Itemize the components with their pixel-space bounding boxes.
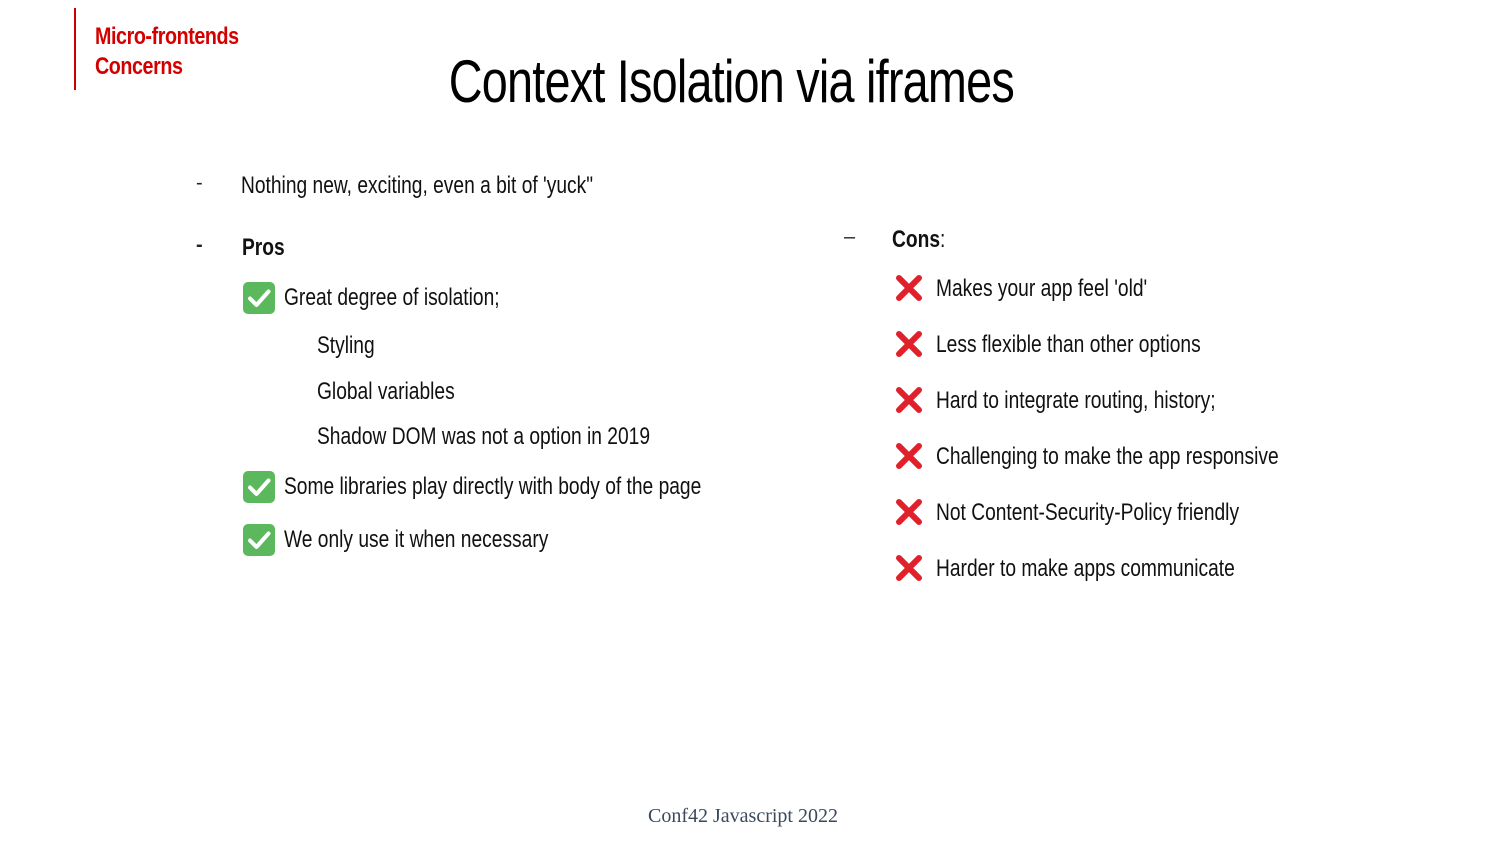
cons-item-routing: Hard to integrate routing, history;: [936, 387, 1216, 414]
pros-subitem-global-variables: Global variables: [317, 378, 455, 405]
cons-item-flexible: Less flexible than other options: [936, 331, 1201, 358]
cons-heading-label: Cons: [892, 226, 940, 253]
cross-mark-icon: [892, 439, 926, 473]
pros-subitem-styling: Styling: [317, 332, 375, 359]
section-label-line1: Micro-frontends: [95, 23, 239, 50]
intro-bullet-dash: -: [196, 172, 203, 194]
pros-item-libraries: Some libraries play directly with body of the page: [284, 473, 702, 500]
intro-text: Nothing new, exciting, even a bit of 'yuck": [241, 172, 594, 199]
cross-mark-icon: [892, 383, 926, 417]
check-mark-button-icon: [243, 471, 275, 503]
pros-item-isolation: Great degree of isolation;: [284, 284, 500, 311]
check-mark-button-icon: [243, 524, 275, 556]
cross-mark-icon: [892, 271, 926, 305]
section-label-line2: Concerns: [95, 53, 183, 80]
pros-heading: Pros: [242, 234, 285, 261]
cons-item-csp: Not Content-Security-Policy friendly: [936, 499, 1240, 526]
cons-heading: [892, 225, 945, 255]
footer-conference: Conf42 Javascript 2022: [648, 805, 838, 827]
cons-item-old: Makes your app feel 'old': [936, 275, 1148, 302]
cons-item-communicate: Harder to make apps communicate: [936, 555, 1235, 582]
cross-mark-icon: [892, 327, 926, 361]
slide-title: [0, 44, 1462, 120]
cross-mark-icon: [892, 495, 926, 529]
pros-item-necessary: We only use it when necessary: [284, 526, 549, 553]
cons-heading-colon: :: [940, 226, 946, 253]
slide-title-text: Context Isolation via iframes: [448, 48, 1014, 115]
cross-mark-icon: [892, 551, 926, 585]
cons-item-responsive: Challenging to make the app responsive: [936, 443, 1279, 470]
pros-subitem-shadow-dom: Shadow DOM was not a option in 2019: [317, 423, 650, 450]
check-mark-button-icon: [243, 282, 275, 314]
cons-bullet-dash: –: [844, 226, 856, 248]
pros-bullet-dash: -: [196, 234, 203, 256]
